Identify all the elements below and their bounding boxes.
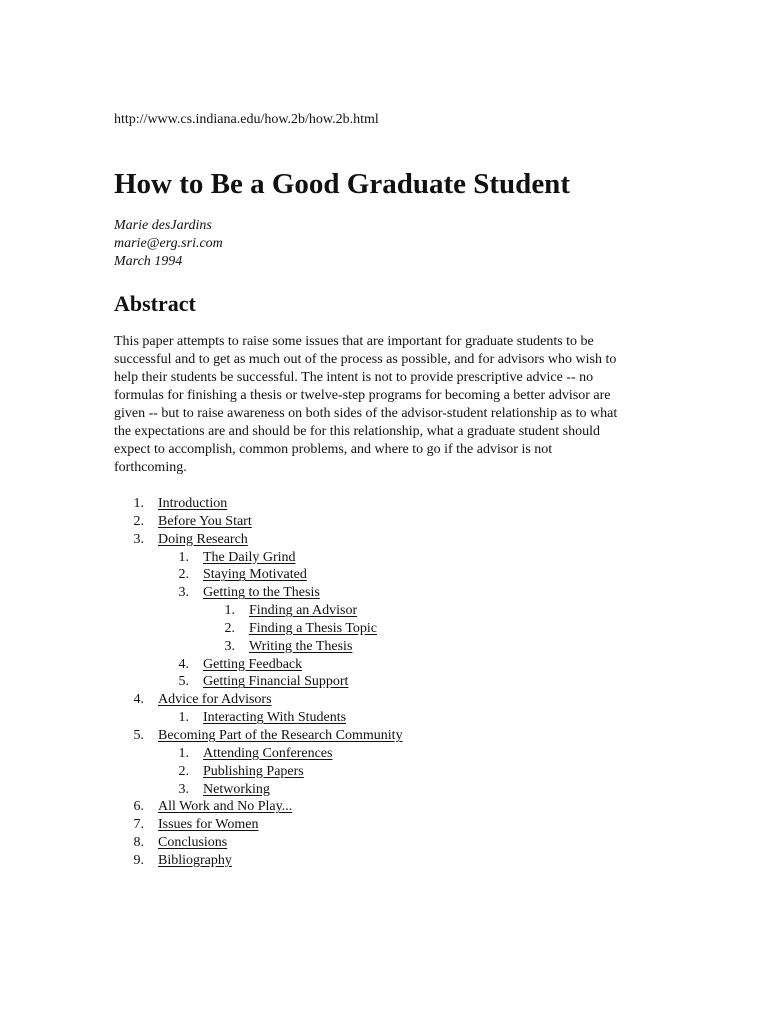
toc-link-before-you-start[interactable]: Before You Start	[158, 513, 252, 529]
toc-number: 9.	[133, 852, 144, 868]
toc-number: 3.	[224, 638, 235, 654]
toc-number: 4.	[133, 692, 144, 708]
toc-link-introduction[interactable]: Introduction	[158, 496, 228, 511]
toc-link-advice-for-advisors[interactable]: Advice for Advisors	[158, 692, 272, 708]
toc-number: 7.	[133, 817, 144, 833]
toc-link-interacting-with-students[interactable]: Interacting With Students	[203, 710, 347, 726]
toc-number: 1.	[224, 603, 235, 619]
toc-number: 1.	[178, 549, 189, 565]
toc-link-getting-to-the-thesis[interactable]: Getting to the Thesis	[203, 585, 320, 601]
toc-number: 6.	[133, 799, 144, 815]
abstract-line: successful and to get as much out of the process as possible, and for advisors who wish to	[114, 352, 617, 367]
toc-link-becoming-part-of-the-research-community[interactable]: Becoming Part of the Research Community	[158, 727, 403, 743]
toc-number: 1.	[178, 710, 189, 726]
toc-number: 4.	[178, 656, 189, 672]
toc-link-finding-an-advisor[interactable]: Finding an Advisor	[249, 603, 358, 619]
toc-link-publishing-papers[interactable]: Publishing Papers	[203, 763, 304, 779]
toc-link-getting-feedback[interactable]: Getting Feedback	[203, 656, 303, 672]
toc-link-the-daily-grind[interactable]: The Daily Grind	[203, 549, 296, 565]
author-email: marie@erg.sri.com	[114, 236, 223, 251]
toc-link-issues-for-women[interactable]: Issues for Women	[158, 817, 259, 833]
source-url: http://www.cs.indiana.edu/how.2b/how.2b.html	[114, 112, 379, 127]
page-title: How to Be a Good Graduate Student	[114, 168, 570, 200]
toc-number: 8.	[133, 835, 144, 851]
toc-number: 5.	[178, 674, 189, 690]
toc-number: 3.	[178, 585, 189, 601]
toc-link-bibliography[interactable]: Bibliography	[158, 852, 232, 868]
abstract-paragraph	[114, 333, 674, 477]
toc-number: 1.	[133, 496, 144, 511]
toc-number: 3.	[133, 531, 144, 547]
toc-link-attending-conferences[interactable]: Attending Conferences	[203, 745, 333, 761]
author-block	[114, 217, 223, 271]
abstract-line: help their students be successful. The intent is not to provide prescriptive advice -- no	[114, 370, 594, 385]
toc-link-getting-financial-support[interactable]: Getting Financial Support	[203, 674, 349, 690]
toc-link-all-work-and-no-play[interactable]: All Work and No Play...	[158, 799, 293, 815]
toc-number: 1.	[178, 745, 189, 761]
toc-number: 2.	[178, 763, 189, 779]
toc-number: 3.	[178, 781, 189, 797]
toc-link-doing-research[interactable]: Doing Research	[158, 531, 248, 547]
toc-number: 2.	[133, 513, 144, 529]
abstract-line: expect to accomplish, common problems, and where to go if the advisor is not	[114, 442, 553, 457]
toc-number: 2.	[178, 567, 189, 583]
toc-link-networking[interactable]: Networking	[203, 781, 270, 797]
abstract-line: This paper attempts to raise some issues that are important for graduate students to be	[114, 334, 594, 349]
abstract-line: forthcoming.	[114, 460, 187, 475]
abstract-line: given -- but to raise awareness on both sides of the advisor-student relationship as to what	[114, 406, 618, 421]
publication-date: March 1994	[114, 254, 183, 269]
author-name: Marie desJardins	[114, 218, 212, 233]
toc-link-staying-motivated[interactable]: Staying Motivated	[203, 567, 307, 583]
abstract-heading: Abstract	[114, 291, 196, 316]
toc-link-writing-the-thesis[interactable]: Writing the Thesis	[249, 638, 353, 654]
abstract-line: the expectations are and should be for this relationship, what a graduate student should	[114, 424, 600, 439]
toc-number: 5.	[133, 727, 144, 743]
toc-link-finding-a-thesis-topic[interactable]: Finding a Thesis Topic	[249, 620, 378, 636]
toc-link-conclusions[interactable]: Conclusions	[158, 835, 228, 851]
abstract-line: formulas for finishing a thesis or twelve-step programs for becoming a better advisor are	[114, 388, 611, 403]
toc-number: 2.	[224, 620, 235, 636]
